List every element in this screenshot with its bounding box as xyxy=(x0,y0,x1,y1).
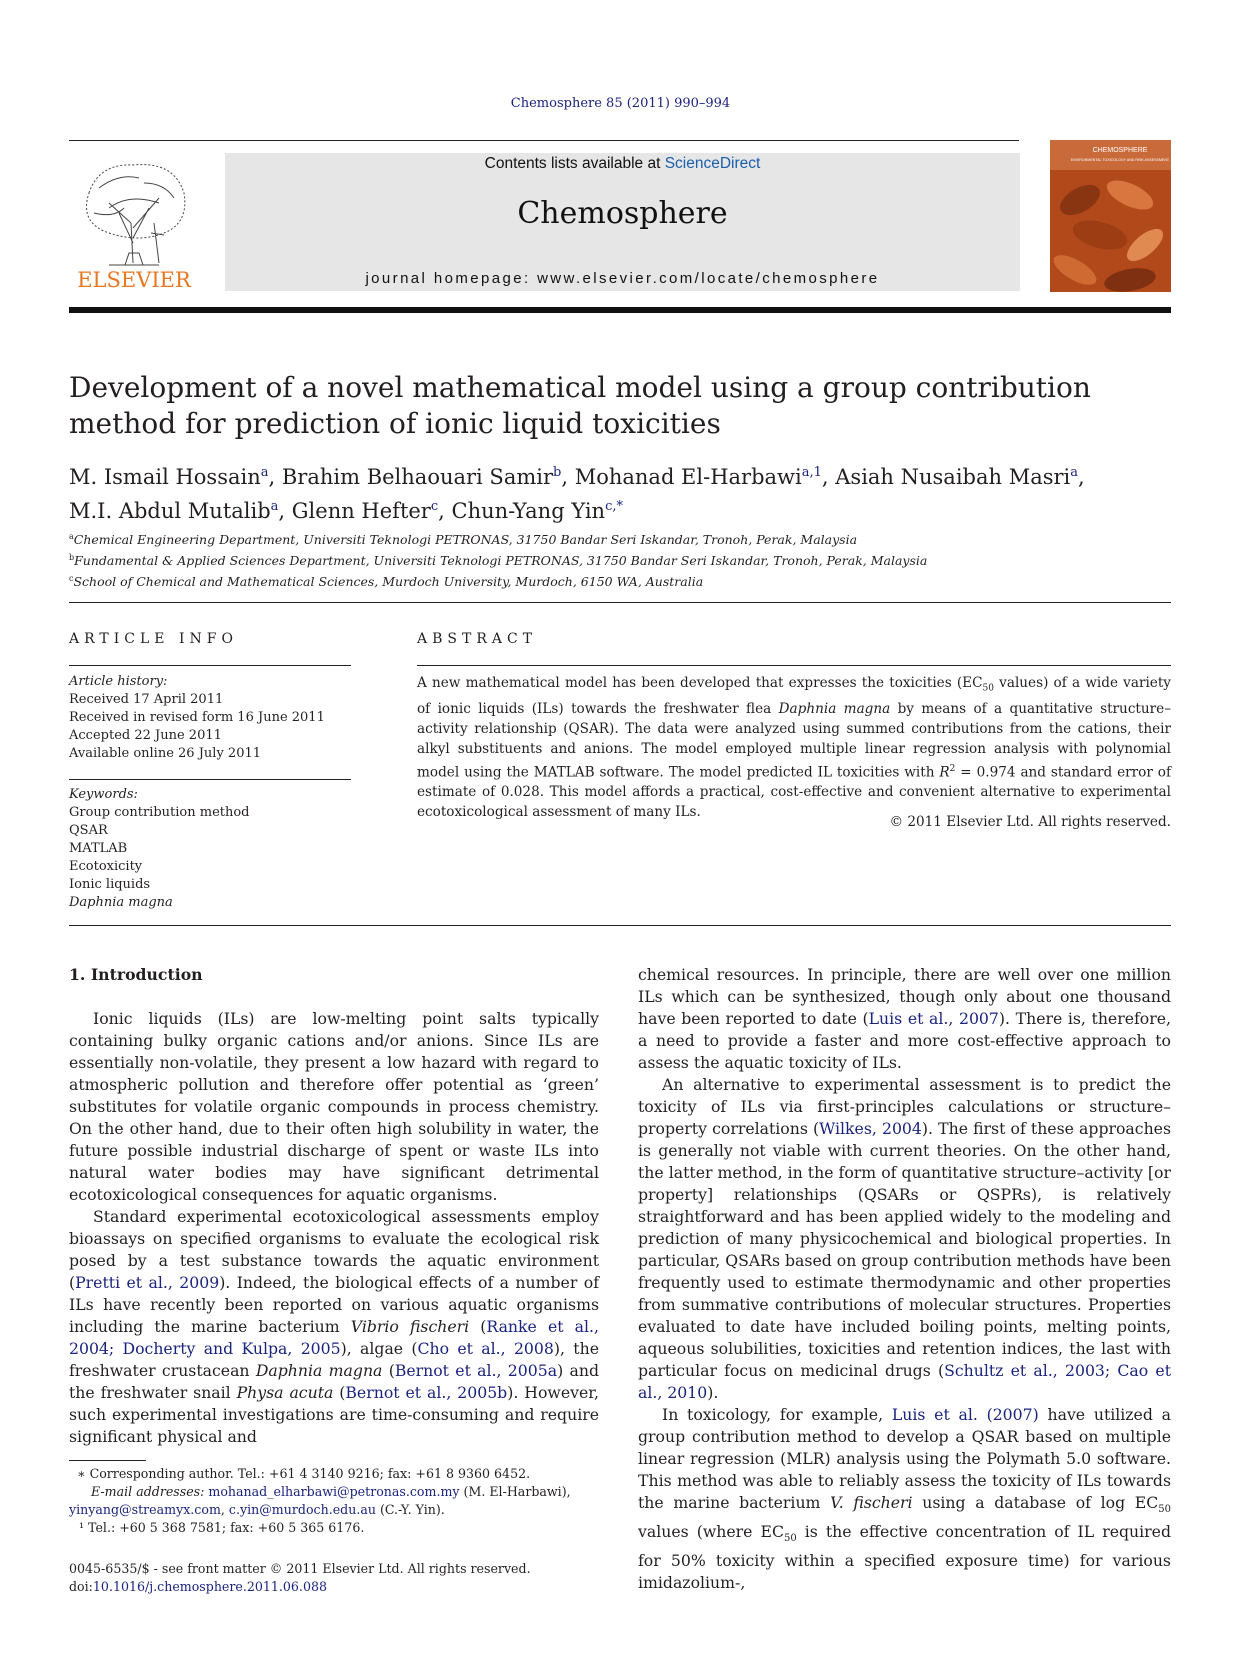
keywords xyxy=(69,786,351,912)
cover-leaves-image xyxy=(1050,140,1171,292)
author-sep: , xyxy=(821,465,836,489)
history-item: Accepted 22 June 2011 xyxy=(69,728,222,743)
email-link[interactable]: c.yin@murdoch.edu.au xyxy=(228,1502,376,1517)
affiliation xyxy=(69,528,1171,549)
history-item: Received 17 April 2011 xyxy=(69,692,224,707)
author-sep: , xyxy=(268,465,282,489)
history-label: Article history: xyxy=(69,674,168,689)
corresponding-author-link[interactable]: c,* xyxy=(605,499,623,514)
affiliation-marker: c xyxy=(69,574,74,584)
author-line-1 xyxy=(69,458,1171,492)
paragraph: Standard experimental ecotoxicological assessments employ bioassays on specified organisms to evaluate the ecological risk posed by a test substance towards the aquatic environment (Pretti et al., 2009). Indeed, the biological effects of a number of ILs have recently been reported on various aquatic organisms including the marine bacterium Vibrio fischeri (Ranke et al., 2004; Docherty and Kulpa, 2005), algae (Cho et al., 2008), the freshwater crustacean Daphnia magna (Bernot et al., 2005a) and the freshwater snail Physa acuta (Bernot et al., 2005b). However, such experimental investigations are time-consuming and require significant physical and xyxy=(69,1207,600,1446)
affiliation-text: School of Chemical and Mathematical Sciences, Murdoch University, Murdoch, 6150 WA, Australia xyxy=(73,574,704,590)
section-heading: 1. Introduction xyxy=(69,965,203,984)
author: Asiah Nusaibah Masri xyxy=(835,465,1071,489)
sciencedirect-link[interactable]: ScienceDirect xyxy=(664,155,761,172)
author-affiliation-link[interactable]: a xyxy=(260,465,269,480)
reference-link[interactable]: Luis et al., 2007 xyxy=(868,1009,999,1028)
author-affiliation-link[interactable]: a xyxy=(1070,465,1079,480)
affiliation xyxy=(69,570,1171,591)
reference-link[interactable]: Cho et al., 2008 xyxy=(417,1339,554,1358)
author-affiliation-link[interactable]: b xyxy=(553,465,562,480)
issn-line: 0045-6535/$ - see front matter © 2011 Elsevier Ltd. All rights reserved. xyxy=(69,1561,531,1576)
keyword: Daphnia magna xyxy=(69,895,173,910)
affiliation-rule xyxy=(69,602,1171,603)
reference-link[interactable]: Bernot et al., 2005a xyxy=(394,1361,558,1380)
journal-name: Chemosphere xyxy=(517,196,728,231)
header-rule xyxy=(69,140,1019,141)
affiliation-text: Fundamental & Applied Sciences Department, Universiti Teknologi PETRONAS, 31750 Bandar Seri Iskandar, Tronoh, Perak, Malaysia xyxy=(74,553,928,569)
body-column-right xyxy=(638,964,1171,1594)
author-sep: , xyxy=(561,465,575,489)
cover-subtitle: ENVIRONMENTAL TOXICOLOGY AND RISK ASSESSMENT xyxy=(1070,158,1170,162)
email-footnote-cont: yinyang@streamyx.com, c.yin@murdoch.edu.au (C.-Y. Yin). xyxy=(69,1502,445,1517)
author: M. Ismail Hossain xyxy=(69,465,261,489)
header-thick-rule xyxy=(69,307,1171,313)
paragraph: chemical resources. In principle, there are well over one million ILs which can be synthesized, though only about one thousand have been reported to date (Luis et al., 2007). There is, therefore, a need to provide a faster and more cost-effective approach to assess the aquatic toxicity of ILs. xyxy=(638,965,1172,1072)
front-matter xyxy=(69,1560,599,1596)
affiliation-marker: a xyxy=(69,532,74,541)
publisher-wordmark: ELSEVIER xyxy=(77,268,191,292)
journal-cover-image[interactable] xyxy=(1050,140,1171,292)
article-title: Development of a novel mathematical model using a group contribution method for prediction of ionic liquid toxicities xyxy=(69,371,1091,440)
author: Mohanad El-Harbawi xyxy=(574,465,802,489)
tel-footnote: ¹ Tel.: +60 5 368 7581; fax: +60 5 365 6176. xyxy=(79,1520,365,1535)
contents-prefix: Contents lists available at xyxy=(484,155,665,172)
abstract-copyright: © 2011 Elsevier Ltd. All rights reserved. xyxy=(889,814,1171,830)
affiliation-marker: b xyxy=(69,553,75,563)
affiliation-text: Chemical Engineering Department, Universiti Teknologi PETRONAS, 31750 Bandar Seri Iskandar, Tronoh, Perak, Malaysia xyxy=(73,532,858,548)
keyword: Ecotoxicity xyxy=(69,859,143,874)
footnote-rule xyxy=(69,1460,146,1461)
affiliations xyxy=(69,528,1171,591)
keyword: MATLAB xyxy=(69,841,128,856)
elsevier-logo[interactable] xyxy=(69,153,199,293)
keyword: QSAR xyxy=(69,823,108,838)
abstract-heading: ABSTRACT xyxy=(417,631,538,647)
email-link[interactable]: mohanad_elharbawi@petronas.com.my xyxy=(208,1484,460,1499)
author: Brahim Belhaouari Samir xyxy=(281,465,554,489)
keyword: Group contribution method xyxy=(69,805,250,820)
history-item: Received in revised form 16 June 2011 xyxy=(69,710,325,725)
author-sep: , xyxy=(278,499,292,523)
abstract-text: A new mathematical model has been developed that expresses the toxicities ($EC_{50}$ values) of a wide variety of ionic liquids (ILs) towards the freshwater flea Daphnia magna by means of a quantitative structure–activity relationship (QSAR). The data were analyzed using summed contributions from the cations, their alkyl substituents and anions. The model employed multiple linear regression analysis with polynomial model using the MATLAB software. The model predicted IL toxicities with $R^2 = 0.974$ and standard error of estimate of 0.028. This model affords a practical, cost-effective and convenient alternative to experimental ecotoxicological assessment of many ILs. xyxy=(417,675,1171,821)
contents-line xyxy=(225,153,1020,173)
keywords-label: Keywords: xyxy=(69,787,138,802)
journal-homepage[interactable]: journal homepage: www.elsevier.com/locate/chemosphere xyxy=(365,270,880,287)
author-line-2 xyxy=(69,492,1171,526)
reference-link[interactable]: Ranke et al., 2004; Docherty and Kulpa, 2005 xyxy=(69,1317,599,1358)
corresponding-footnote: ∗ Corresponding author. Tel.: +61 4 3140 9216; fax: +61 8 9360 6452. xyxy=(77,1466,531,1481)
reference-link[interactable]: Bernot et al., 2005b xyxy=(345,1383,508,1402)
author-affiliation-link[interactable]: c xyxy=(430,499,439,514)
author-affiliation-link[interactable]: a xyxy=(270,499,279,514)
email-link[interactable]: yinyang@streamyx.com xyxy=(69,1502,221,1517)
cover-title: CHEMOSPHERE xyxy=(1092,147,1148,154)
author-sep: , xyxy=(438,499,452,523)
journal-citation xyxy=(0,96,1241,111)
abstract-bottom-rule xyxy=(69,925,1171,926)
doi-link[interactable]: 10.1016/j.chemosphere.2011.06.088 xyxy=(92,1579,327,1594)
paragraph: An alternative to experimental assessment is to predict the toxicity of ILs via first-principles calculations or structure–property correlations (Wilkes, 2004). The first of these approaches is generally not viable with current theories. On the other hand, the latter method, in the form of quantitative structure–activity [or property] relationships (QSARs or QSPRs), is relatively straightforward and has been applied widely to the modeling and prediction of many physicochemical and biological properties. In particular, QSARs based on group contribution methods have been frequently used to estimate thermodynamic and other properties from summative contributions of molecular structures. Properties evaluated to date have included boiling points, melting points, aqueous solubilities, toxicities and retention indices, the last with particular focus on medicinal drugs (Schultz et al., 2003; Cao et al., 2010). xyxy=(638,1075,1172,1402)
author: Glenn Hefter xyxy=(291,499,431,523)
doi-line: doi:10.1016/j.chemosphere.2011.06.088 xyxy=(69,1579,327,1594)
author-list xyxy=(69,458,1171,526)
keyword: Ionic liquids xyxy=(69,877,151,892)
journal-banner xyxy=(225,153,1020,291)
paragraph: In toxicology, for example, Luis et al. (2007) have utilized a group contribution method to develop a QSAR based on multiple linear regression (MLR) analysis using the Polymath 5.0 software. This method was able to reliably assess the toxicity of ILs towards the marine bacterium V. fischeri using a database of $\log EC_{50}$ values (where $EC_{50}$ is the effective concentration of IL required for 50% toxicity within a specified exposure time) for various imidazolium-, xyxy=(638,1405,1171,1593)
affiliation xyxy=(69,549,1171,570)
author-sep: , xyxy=(1078,465,1085,489)
article-info-heading: ARTICLE INFO xyxy=(69,631,238,647)
paragraph: Ionic liquids (ILs) are low-melting point salts typically containing bulky organic cations and/or anions. Since ILs are essentially non-volatile, they present a low hazard with regard to atmospheric pollution and therefore offer potential as ‘green’ substitutes for volatile organic compounds in process chemistry. On the other hand, due to their often high solubility in water, the future possible industrial discharge of spent or waste ILs into natural water bodies may have significant detrimental ecotoxicological consequences for aquatic organisms. xyxy=(69,1009,599,1204)
reference-link[interactable]: Schultz et al., 2003; Cao et al., 2010 xyxy=(638,1361,1171,1402)
reference-link[interactable]: Wilkes, 2004 xyxy=(819,1119,922,1138)
body-column-left xyxy=(69,964,599,1448)
elsevier-tree-icon xyxy=(69,153,199,293)
article-history xyxy=(69,673,351,763)
article-info-rule xyxy=(69,665,351,666)
author: M.I. Abdul Mutalib xyxy=(69,499,271,523)
history-item: Available online 26 July 2011 xyxy=(69,746,262,761)
footnotes xyxy=(69,1465,599,1537)
reference-link[interactable]: Pretti et al., 2009 xyxy=(75,1273,220,1292)
reference-link[interactable]: Luis et al. (2007) xyxy=(891,1405,1039,1424)
author: Chun-Yang Yin xyxy=(451,499,606,523)
article-info-divider xyxy=(69,779,351,780)
email-footnote: E-mail addresses: mohanad_elharbawi@petronas.com.my (M. El-Harbawi), xyxy=(91,1484,571,1499)
abstract-rule xyxy=(417,665,1171,666)
citation-link[interactable]: Chemosphere 85 (2011) 990–994 xyxy=(510,96,731,111)
author-affiliation-link[interactable]: a,1 xyxy=(801,465,822,480)
